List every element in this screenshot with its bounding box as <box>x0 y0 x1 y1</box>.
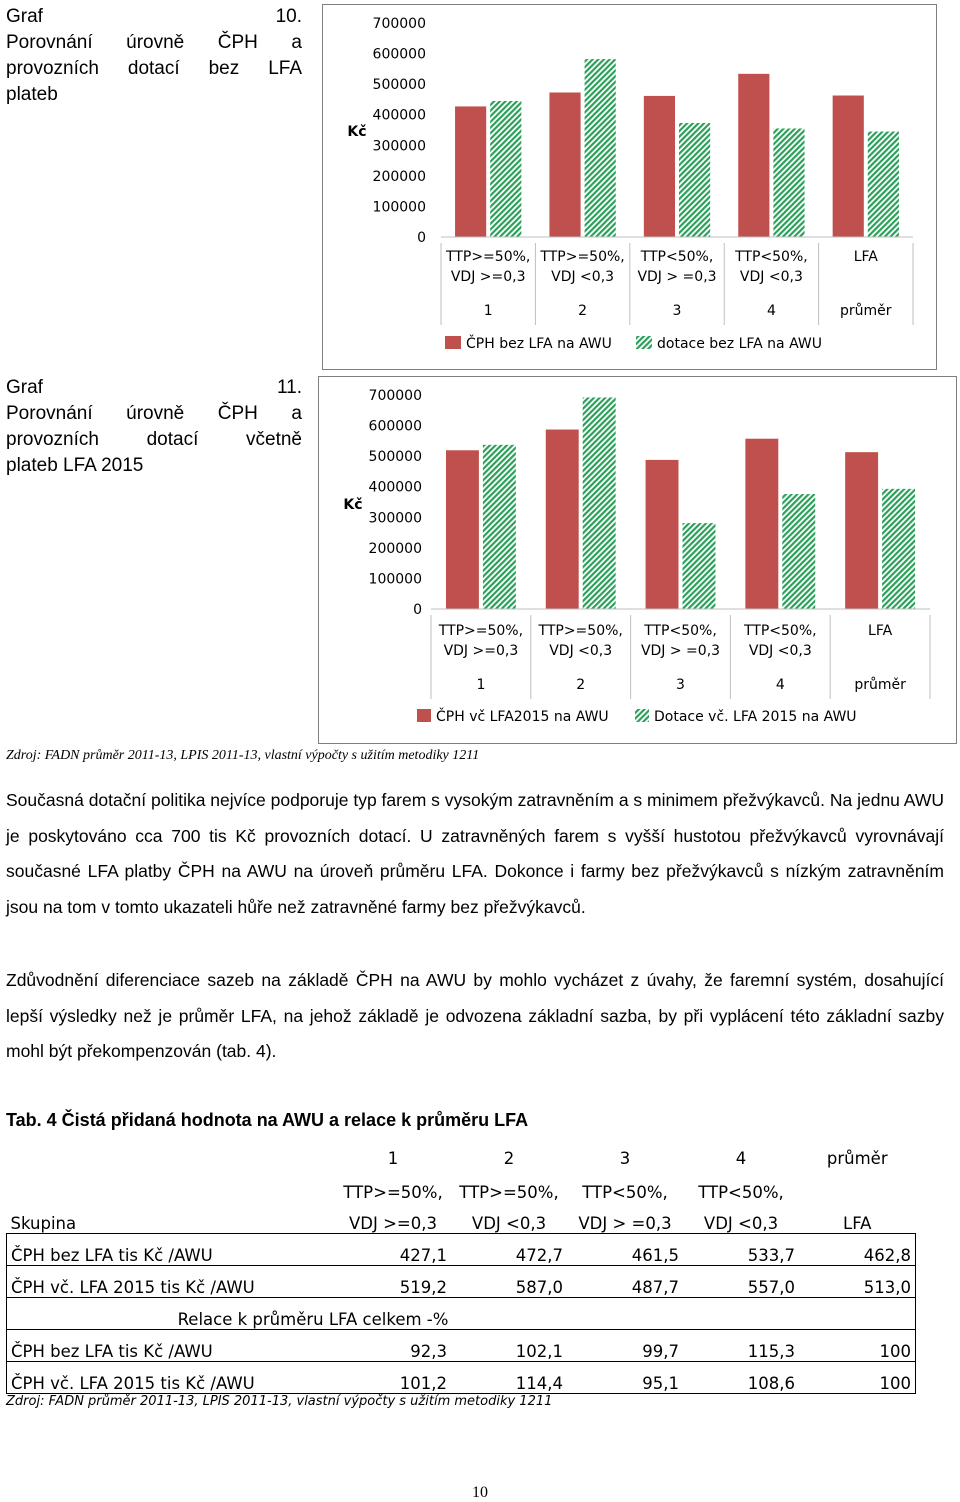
caption-line: Porovnání úrovně ČPH a <box>6 32 302 53</box>
group-number: průměr <box>826 1149 888 1168</box>
legend-label: dotace bez LFA na AWU <box>657 336 822 352</box>
graf11-caption <box>6 375 302 479</box>
y-tick-label: 600000 <box>368 418 422 435</box>
y-tick-label: 500000 <box>368 449 422 466</box>
x-group-label: 2 <box>578 303 588 319</box>
bar <box>882 489 915 609</box>
row-label: ČPH bez LFA tis Kč /AWU <box>7 1234 336 1266</box>
x-category-label: VDJ >=0,3 <box>450 269 526 285</box>
row-label: ČPH bez LFA tis Kč /AWU <box>7 1330 336 1362</box>
table-header-line2 <box>7 1202 916 1234</box>
cell-value: 115,3 <box>683 1330 799 1362</box>
caption-line: provozních dotací včetně <box>6 429 302 450</box>
legend-swatch <box>417 709 431 722</box>
cell-value: 100 <box>799 1362 916 1394</box>
row-label-header: Skupina <box>10 1214 77 1233</box>
bar <box>549 92 580 237</box>
legend-swatch <box>636 336 652 349</box>
bar <box>738 74 769 237</box>
bar <box>679 123 710 237</box>
caption-line: Porovnání úrovně ČPH a <box>6 403 302 424</box>
x-category-label: LFA <box>853 249 878 265</box>
cell-value: 99,7 <box>567 1330 683 1362</box>
y-axis-label: Kč <box>343 497 363 513</box>
caption-line: provozních dotací bez LFA <box>6 58 302 79</box>
cell-value: 519,2 <box>335 1266 451 1298</box>
x-group-label: průměr <box>840 303 892 319</box>
cell-value: 461,5 <box>567 1234 683 1266</box>
x-category-label: VDJ >=0,3 <box>443 643 519 659</box>
x-category-label: VDJ > =0,3 <box>640 643 721 659</box>
bar <box>455 106 486 237</box>
y-axis-label: Kč <box>347 124 367 140</box>
relation-header: Relace k průměru LFA celkem -% <box>7 1298 916 1330</box>
header-cell: TTP<50%, <box>582 1183 668 1202</box>
bar <box>868 132 899 237</box>
bar <box>782 494 815 609</box>
x-group-label: 1 <box>483 303 493 319</box>
header-cell: LFA <box>843 1214 872 1233</box>
chart-graf10-svg <box>323 5 936 369</box>
x-category-label: LFA <box>868 623 893 639</box>
x-group-label: 3 <box>676 677 685 693</box>
body-paragraph-1: Současná dotační politika nejvíce podporuje typ farem s vysokým zatravněním a s minimem přežvýkavců. Na jednu AWU je poskytováno cca 700 tis Kč provozních dotací. U zatravněných farem s vyšší hustotou přežvýkavců vyrovnávají současné LFA platby ČPH na AWU na úroveň průměru LFA. Dokonce i farmy bez přežvýkavců s nízkým zatravněním jsou na tom v tomto ukazateli hůře než zatravněné farmy bez přežvýkavců. <box>6 790 944 917</box>
cell-value: 100 <box>799 1330 916 1362</box>
y-tick-label: 200000 <box>368 540 422 557</box>
caption-line: plateb <box>6 84 58 105</box>
y-tick-label: 200000 <box>372 168 426 185</box>
x-group-label: 2 <box>576 677 586 693</box>
legend-label: ČPH vč LFA2015 na AWU <box>436 709 609 725</box>
bar <box>583 397 616 609</box>
group-number: 3 <box>619 1149 631 1168</box>
x-group-label: 4 <box>775 677 785 693</box>
caption-line: Graf 11. <box>6 377 302 398</box>
y-tick-label: 400000 <box>368 479 422 496</box>
y-tick-label: 0 <box>417 230 426 246</box>
chart-source-note: Zdroj: FADN průměr 2011-13, LPIS 2011-13, vlastní výpočty s užitím metodiky 1211 <box>6 748 480 763</box>
data-table <box>6 1137 916 1394</box>
x-category-label: TTP<50%, <box>644 623 717 639</box>
cell-value: 92,3 <box>335 1330 451 1362</box>
header-cell: TTP<50%, <box>698 1183 784 1202</box>
legend-swatch <box>635 709 649 722</box>
x-category-label: TTP<50%, <box>640 249 714 265</box>
y-tick-label: 300000 <box>368 510 422 527</box>
x-category-label: TTP>=50%, <box>540 249 625 265</box>
group-number: 2 <box>503 1149 515 1168</box>
header-cell: VDJ <0,3 <box>703 1214 779 1233</box>
x-category-label: TTP<50%, <box>735 249 808 265</box>
header-cell: TTP>=50%, <box>459 1183 559 1202</box>
page-number: 10 <box>472 1484 488 1501</box>
bar <box>745 439 778 609</box>
group-number: 1 <box>387 1149 399 1168</box>
chart-graf10 <box>322 4 937 370</box>
header-cell: VDJ <0,3 <box>471 1214 547 1233</box>
bar <box>585 59 616 237</box>
cell-value: 95,1 <box>567 1362 683 1394</box>
cell-value: 513,0 <box>799 1266 916 1298</box>
bar <box>683 523 716 609</box>
cell-value: 487,7 <box>567 1266 683 1298</box>
caption-line: plateb LFA 2015 <box>6 455 144 476</box>
table-title: Tab. 4 Čistá přidaná hodnota na AWU a relace k průměru LFA <box>6 1110 529 1130</box>
bar <box>646 460 679 609</box>
x-group-label: 3 <box>672 303 682 319</box>
x-category-label: VDJ <0,3 <box>739 269 803 285</box>
y-tick-label: 500000 <box>372 77 426 94</box>
body-paragraph-2: Zdůvodnění diferenciace sazeb na základě ČPH na AWU by mohlo vycházet z úvahy, že faremní systém, dosahující lepší výsledky než je průměr LFA, na jehož základě je odvozena základní sazba, by při vyplácení této základní sazby mohl být překompenzován (tab. 4). <box>6 970 944 1061</box>
x-category-label: VDJ > =0,3 <box>637 269 717 285</box>
bar <box>773 128 804 237</box>
y-tick-label: 700000 <box>372 16 426 32</box>
y-tick-label: 400000 <box>372 107 426 124</box>
row-label: ČPH vč. LFA 2015 tis Kč /AWU <box>7 1266 336 1298</box>
caption-line: Graf 10. <box>6 6 302 27</box>
y-tick-label: 600000 <box>372 46 426 63</box>
x-category-label: VDJ <0,3 <box>549 643 613 659</box>
x-category-label: TTP>=50%, <box>438 623 524 639</box>
chart-graf11-svg <box>319 377 956 743</box>
legend-swatch <box>445 336 461 349</box>
chart-graf11 <box>318 376 957 744</box>
x-category-label: VDJ <0,3 <box>748 643 812 659</box>
table-row <box>7 1266 916 1298</box>
bar <box>483 445 516 609</box>
cell-value: 557,0 <box>683 1266 799 1298</box>
header-cell: VDJ >=0,3 <box>349 1214 437 1233</box>
x-category-label: TTP<50%, <box>743 623 817 639</box>
cell-value: 102,1 <box>451 1330 567 1362</box>
y-tick-label: 100000 <box>368 571 422 588</box>
cell-value: 533,7 <box>683 1234 799 1266</box>
cell-value: 472,7 <box>451 1234 567 1266</box>
bar <box>446 450 479 609</box>
graf10-caption <box>6 4 302 108</box>
table-row <box>7 1362 916 1394</box>
bar <box>845 452 878 609</box>
header-cell <box>799 1168 916 1202</box>
table-row <box>7 1330 916 1362</box>
group-number: 4 <box>735 1149 747 1168</box>
table-relation-header <box>7 1298 916 1330</box>
cell-value: 427,1 <box>335 1234 451 1266</box>
x-category-label: TTP>=50%, <box>446 249 531 265</box>
y-tick-label: 100000 <box>372 199 426 216</box>
row-label: ČPH vč. LFA 2015 tis Kč /AWU <box>7 1362 336 1394</box>
x-category-label: VDJ <0,3 <box>551 269 615 285</box>
bar <box>546 430 579 609</box>
cell-value: 114,4 <box>451 1362 567 1394</box>
table-header-line1 <box>7 1168 916 1202</box>
cell-value: 587,0 <box>451 1266 567 1298</box>
table-source-note: Zdroj: FADN průměr 2011-13, LPIS 2011-13, vlastní výpočty s užitím metodiky 1211 <box>6 1394 553 1409</box>
cell-value: 101,2 <box>335 1362 451 1394</box>
legend-label: ČPH bez LFA na AWU <box>466 336 612 352</box>
bar <box>490 101 521 237</box>
cell-value: 108,6 <box>683 1362 799 1394</box>
bar <box>644 96 675 237</box>
x-category-label: TTP>=50%, <box>538 623 623 639</box>
x-group-label: 1 <box>476 677 486 693</box>
bar <box>833 96 864 237</box>
y-tick-label: 0 <box>413 602 422 618</box>
y-tick-label: 300000 <box>372 138 426 155</box>
x-group-label: průměr <box>854 677 906 693</box>
header-cell: VDJ > =0,3 <box>578 1214 672 1233</box>
legend-label: Dotace vč. LFA 2015 na AWU <box>654 709 857 725</box>
table-header-groups <box>7 1137 916 1168</box>
header-cell: TTP>=50%, <box>343 1183 443 1202</box>
cell-value: 462,8 <box>799 1234 916 1266</box>
table-row <box>7 1234 916 1266</box>
y-tick-label: 700000 <box>368 388 422 404</box>
x-group-label: 4 <box>766 303 776 319</box>
